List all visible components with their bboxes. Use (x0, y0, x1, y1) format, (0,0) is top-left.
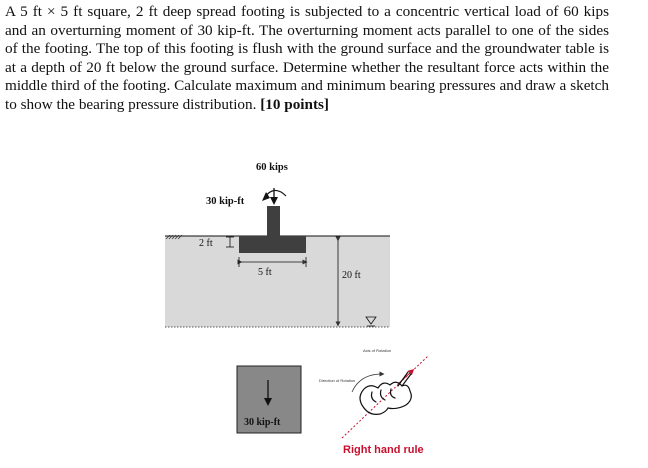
width-label: 5 ft (258, 267, 272, 278)
right-hand-icon (360, 372, 411, 414)
rotation-axis-line (342, 356, 428, 438)
rhr-axis-label: Axis of Rotation (363, 348, 392, 353)
depth-label: 2 ft (199, 238, 213, 249)
problem-text: A 5 ft × 5 ft square, 2 ft deep spread footing is subjected to a concentric vertical load of 60 kips and an overturning moment of 30 kip-ft. The overturning moment acts parallel to one of the sides of the footing. The top of this footing is flush with the ground surface and the groundwater table is at a depth of 20 ft below the ground surface. Determine whether the resultant force acts within the middle third of the footing. Calculate maximum and minimum bearing pressures and draw a sketch to show the bearing pressure distribution. (5, 3, 609, 113)
gwt-depth-label: 20 ft (342, 270, 361, 281)
plan-moment-label: 30 kip-ft (244, 417, 281, 428)
moment-label: 30 kip-ft (206, 196, 245, 207)
rotation-direction-arc (352, 374, 382, 392)
rhr-title: Right hand rule (343, 444, 424, 456)
load-label: 60 kips (256, 162, 288, 173)
problem-points: [10 points] (260, 95, 329, 113)
rhr-direction-label: Direction of Rotation (319, 378, 356, 383)
